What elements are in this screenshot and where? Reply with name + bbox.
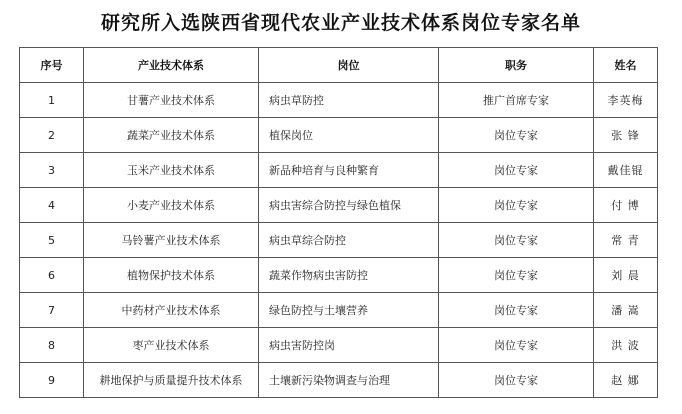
cell-system: 植物保护技术体系 (84, 258, 259, 293)
cell-system: 蔬菜产业技术体系 (84, 118, 259, 153)
cell-duty: 岗位专家 (439, 118, 594, 153)
cell-system: 耕地保护与质量提升技术体系 (84, 363, 259, 398)
cell-duty: 推广首席专家 (439, 83, 594, 118)
cell-duty: 岗位专家 (439, 153, 594, 188)
cell-post: 蔬菜作物病虫害防控 (259, 258, 439, 293)
header-system: 产业技术体系 (84, 48, 259, 83)
table-row (20, 188, 658, 223)
cell-duty: 岗位专家 (439, 188, 594, 223)
cell-name: 付 博 (594, 188, 658, 223)
cell-name: 赵 娜 (594, 363, 658, 398)
cell-no: 3 (20, 153, 84, 188)
cell-duty: 岗位专家 (439, 363, 594, 398)
header-name: 姓名 (594, 48, 658, 83)
cell-no: 6 (20, 258, 84, 293)
cell-name: 潘 嵩 (594, 293, 658, 328)
header-row (20, 48, 658, 83)
cell-post: 新品种培育与良种繁育 (259, 153, 439, 188)
table-row (20, 363, 658, 398)
cell-system: 枣产业技术体系 (84, 328, 259, 363)
cell-system: 马铃薯产业技术体系 (84, 223, 259, 258)
cell-no: 4 (20, 188, 84, 223)
cell-system: 甘薯产业技术体系 (84, 83, 259, 118)
cell-post: 病虫草综合防控 (259, 223, 439, 258)
header-no: 序号 (20, 48, 84, 83)
table-row (20, 83, 658, 118)
cell-name: 刘 晨 (594, 258, 658, 293)
table-body (20, 83, 658, 398)
cell-name: 张 锋 (594, 118, 658, 153)
cell-name: 洪 波 (594, 328, 658, 363)
cell-no: 2 (20, 118, 84, 153)
cell-duty: 岗位专家 (439, 293, 594, 328)
table-row (20, 258, 658, 293)
cell-post: 土壤新污染物调查与治理 (259, 363, 439, 398)
table-row (20, 153, 658, 188)
table-header (20, 48, 658, 83)
header-duty: 职务 (439, 48, 594, 83)
cell-duty: 岗位专家 (439, 258, 594, 293)
expert-roster-table (19, 47, 658, 398)
cell-post: 植保岗位 (259, 118, 439, 153)
cell-name: 戴佳锟 (594, 153, 658, 188)
cell-no: 7 (20, 293, 84, 328)
cell-no: 1 (20, 83, 84, 118)
table-row (20, 223, 658, 258)
cell-system: 中药材产业技术体系 (84, 293, 259, 328)
cell-duty: 岗位专家 (439, 328, 594, 363)
cell-no: 9 (20, 363, 84, 398)
cell-duty: 岗位专家 (439, 223, 594, 258)
table-row (20, 118, 658, 153)
cell-no: 5 (20, 223, 84, 258)
page-title: 研究所入选陕西省现代农业产业技术体系岗位专家名单 (100, 12, 581, 34)
cell-system: 小麦产业技术体系 (84, 188, 259, 223)
cell-system: 玉米产业技术体系 (84, 153, 259, 188)
cell-post: 病虫害防控岗 (259, 328, 439, 363)
table-row (20, 328, 658, 363)
cell-name: 常 青 (594, 223, 658, 258)
cell-post: 病虫草防控 (259, 83, 439, 118)
cell-name: 李英梅 (594, 83, 658, 118)
cell-post: 病虫害综合防控与绿色植保 (259, 188, 439, 223)
table-row (20, 293, 658, 328)
cell-post: 绿色防控与土壤营养 (259, 293, 439, 328)
header-post: 岗位 (259, 48, 439, 83)
cell-no: 8 (20, 328, 84, 363)
